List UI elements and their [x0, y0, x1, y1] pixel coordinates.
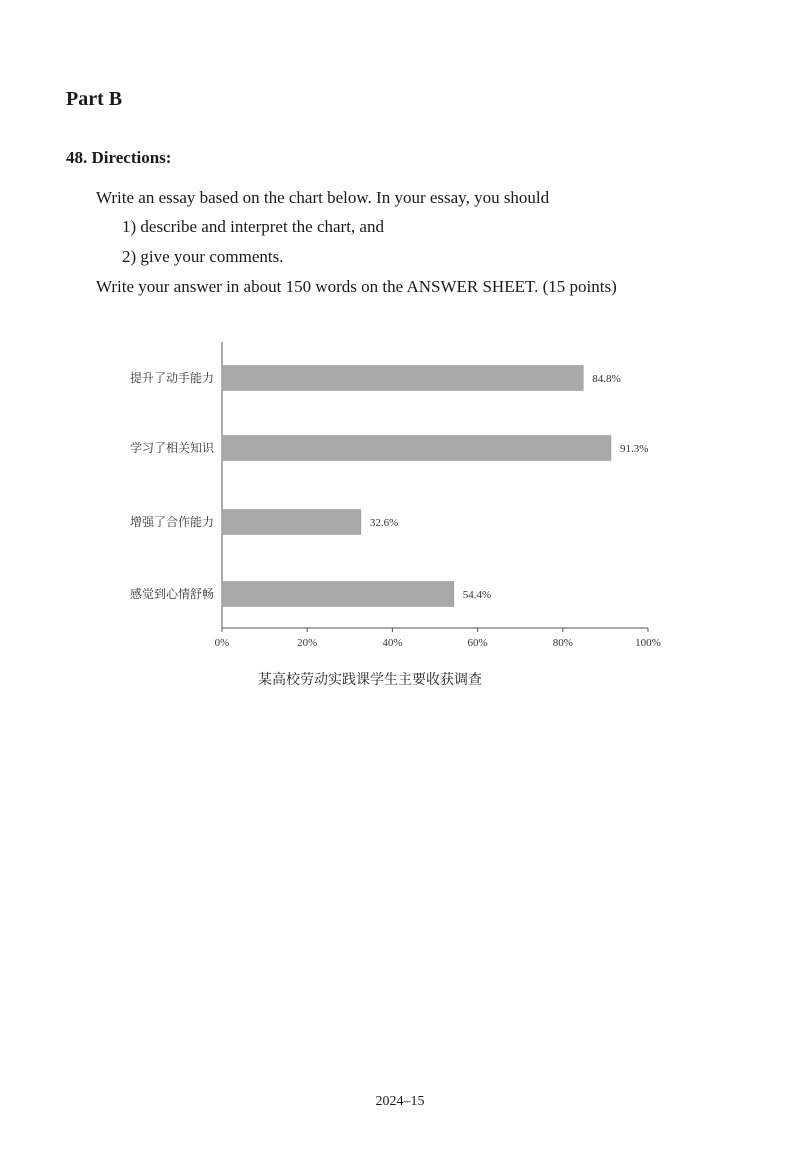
directions-heading: 48. Directions: [66, 148, 172, 167]
x-tick-label: 0% [214, 637, 230, 649]
instruction-item-1: 1) describe and interpret the chart, and [122, 217, 384, 236]
bar-value-label: 32.6% [369, 517, 399, 529]
chart-title: 某高校劳动实践课学生主要收获调查 [258, 672, 482, 688]
category-label: 学习了相关知识 [129, 441, 214, 455]
instruction-item-2: 2) give your comments. [122, 247, 284, 266]
bar [222, 582, 454, 607]
bar-value-label: 84.8% [592, 373, 621, 385]
instruction-line: Write an essay based on the chart below. In your essay, you should [96, 188, 550, 207]
x-tick-label: 100% [635, 637, 661, 649]
bar-value-label: 54.4% [462, 589, 492, 601]
page-code: 2024–15 [375, 1094, 425, 1109]
x-tick-label: 40% [382, 637, 403, 649]
category-label: 感觉到心情舒畅 [129, 587, 214, 601]
part-title: Part B [66, 88, 123, 110]
bar [222, 366, 583, 391]
category-label: 增强了合作能力 [129, 515, 214, 529]
x-tick-label: 20% [297, 637, 318, 649]
instruction-word-limit: Write your answer in about 150 words on the ANSWER SHEET. (15 points) [96, 277, 617, 296]
category-label: 提升了动手能力 [129, 371, 214, 385]
bar [222, 436, 611, 461]
x-tick-label: 80% [552, 637, 573, 649]
bar-chart [0, 330, 800, 710]
bar-value-label: 91.3% [619, 443, 649, 455]
bar [222, 510, 361, 535]
x-tick-label: 60% [467, 637, 488, 649]
